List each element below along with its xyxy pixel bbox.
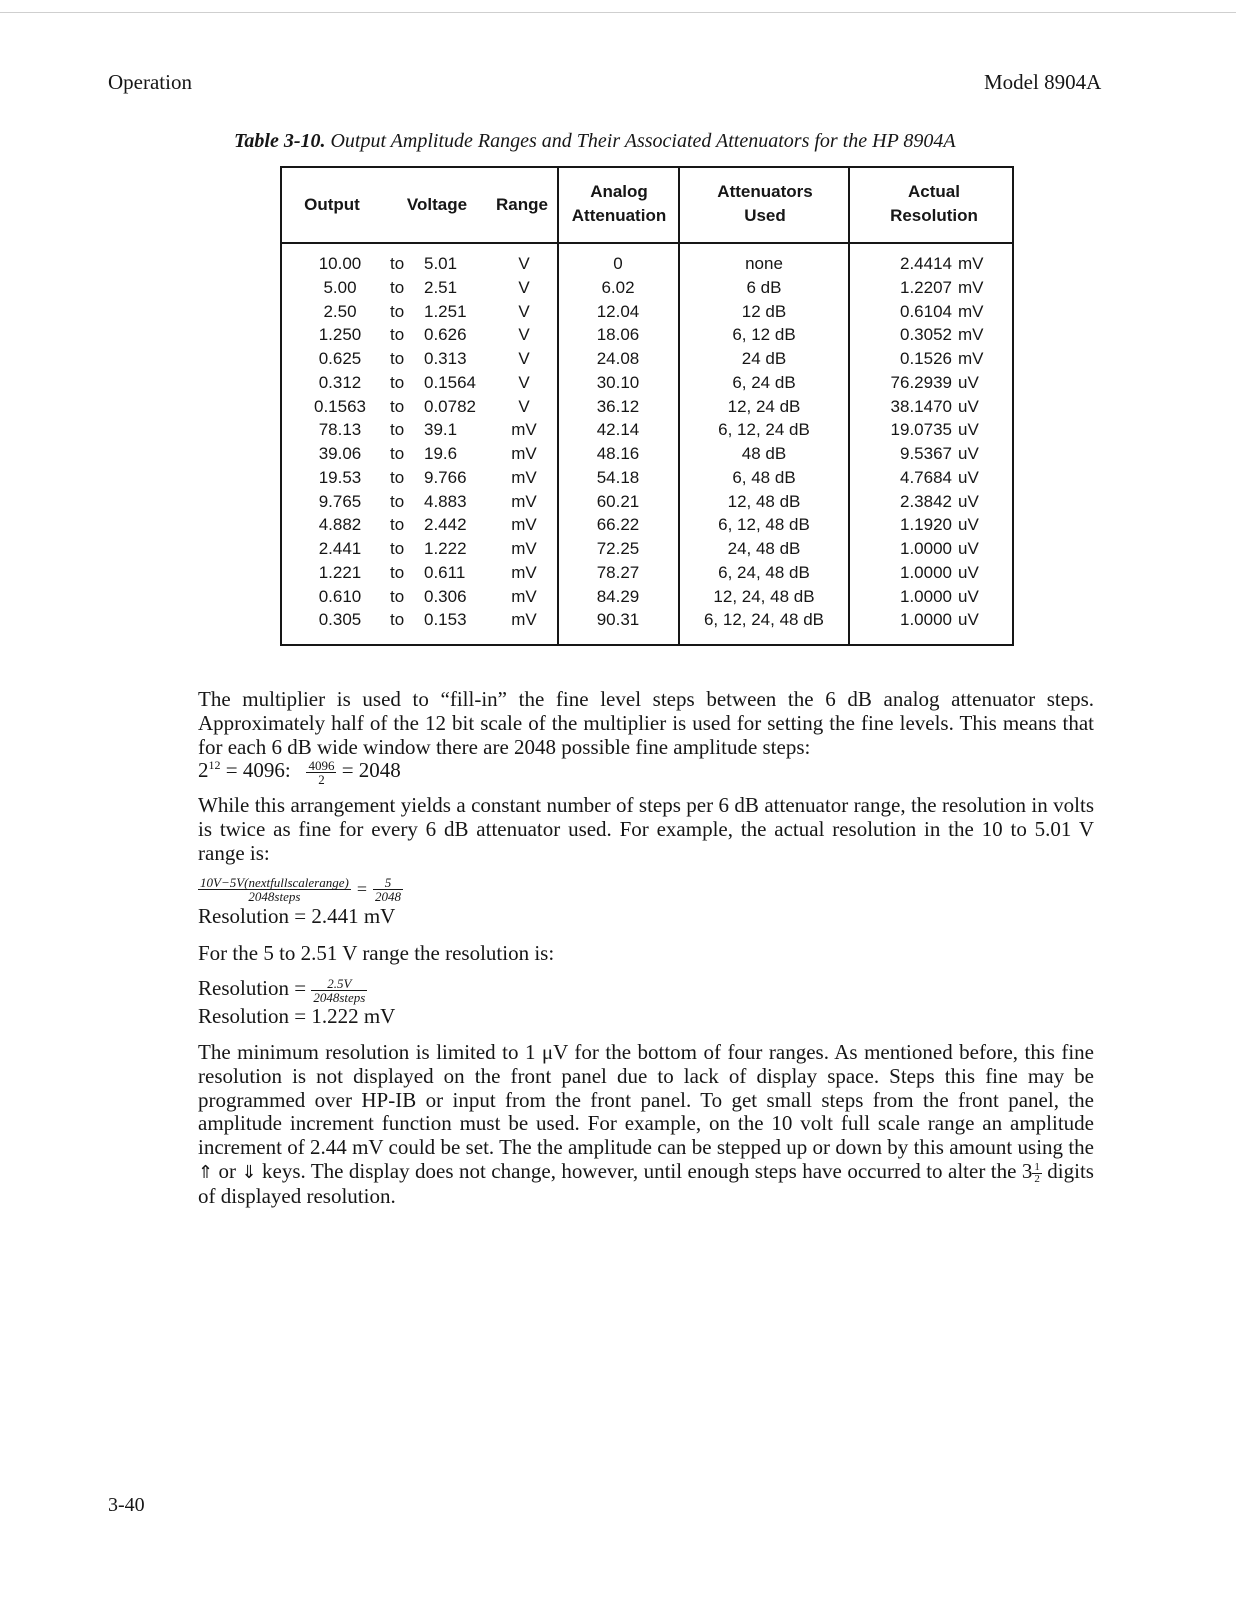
cell-range-unit: V [518,301,530,321]
header-analog-attenuation [560,180,678,228]
eq3-label: Resolution = [198,976,307,1000]
cell-to: to [390,301,405,321]
cell-attenuators-used: none [745,254,783,273]
cell-analog-attenuation: 84.29 [596,586,640,606]
cell-output-high: 0.610 [318,586,362,606]
table-row [282,418,1012,442]
cell-resolution: 1.0000 [900,539,952,558]
cell-attenuators-used: 12 dB [741,301,787,321]
cell-to: to [390,396,405,416]
table-row [282,561,1012,585]
header-actual-resolution [852,180,1016,228]
cell-range-unit: V [518,277,530,297]
table-header [282,168,1012,244]
cell-resolution-unit: mV [958,349,984,368]
cell-output-high: 0.312 [318,372,362,392]
cell-range-unit: mV [511,586,537,606]
eq1-numerator: 4096 [308,757,335,773]
cell-analog-attenuation: 90.31 [596,610,640,630]
p4-or: or [213,1158,242,1183]
p4-text-c: digits of displayed resolution. [198,1158,1094,1208]
cell-resolution-unit: uV [958,444,979,463]
cell-output-high: 19.53 [318,467,362,487]
resolution-result-1: Resolution = 2.441 mV [198,904,396,928]
cell-output-high: 10.00 [318,254,362,273]
digits-whole: 3 [1021,1158,1033,1183]
cell-output-low: 9.766 [424,467,467,487]
cell-output-high: 0.305 [318,610,362,630]
cell-resolution-unit: uV [958,610,979,630]
table-caption [234,130,956,153]
header-used-line2: Used [744,206,786,225]
cell-range-unit: mV [511,491,537,511]
cell-resolution-unit: mV [958,277,984,297]
table-row [282,608,1012,632]
amplitude-ranges-table [280,166,1014,646]
eq1-fraction [306,759,336,786]
table-row [282,442,1012,466]
eq2-denominator-b: 2048 [375,889,401,904]
table-row [282,371,1012,395]
cell-attenuators-used: 48 dB [741,444,787,463]
cell-to: to [390,539,405,558]
section-title: Operation [108,70,192,94]
paragraph-minimum-resolution [198,1041,1094,1209]
cell-output-high: 39.06 [318,444,362,463]
eq2-fraction-a [198,876,351,903]
cell-to: to [390,562,405,582]
top-rule [0,12,1236,13]
cell-analog-attenuation: 66.22 [596,515,640,535]
cell-analog-attenuation: 78.27 [596,562,640,582]
cell-output-high: 78.13 [318,420,362,440]
paragraph-arrangement: While this arrangement yields a constant number of steps per 6 dB attenuator range, the resolution in volts is twice as fine for every 6 dB attenuator used. For example, the actual resolution in the 10 to 5.01 V range is: [198,793,1094,865]
cell-output-high: 2.50 [323,301,357,321]
table-row [282,323,1012,347]
cell-attenuators-used: 6, 12, 24, 48 dB [703,610,825,630]
table-row [282,252,1012,276]
table-title: Output Amplitude Ranges and Their Associated Attenuators for the HP 8904A [330,130,956,152]
table-row [282,300,1012,324]
table-row [282,466,1012,490]
table-row [282,347,1012,371]
cell-attenuators-used: 6, 12, 24 dB [718,420,810,440]
eq3-fraction [311,977,367,1004]
paragraph-multiplier: The multiplier is used to “fill-in” the fine level steps between the 6 dB analog attenuator steps. Approximately half of the 12 bit scale of the multiplier is used for setting the fine levels. This means that for each 6 dB wide window there are 2048 possible fine amplitude steps: [198,687,1094,759]
cell-range-unit: V [518,325,530,345]
table-row [282,585,1012,609]
cell-resolution: 9.5367 [900,444,952,463]
model-label: Model 8904A [984,70,1102,94]
up-arrow-key-icon: ⇑ [198,1161,214,1183]
cell-output-low: 2.442 [424,515,467,535]
cell-analog-attenuation: 48.16 [596,444,640,463]
eq3-numerator: 2.5V [311,977,367,991]
cell-range-unit: mV [511,420,537,440]
table-row [282,395,1012,419]
eq1-result: = 2048 [341,758,401,782]
cell-resolution-unit: uV [958,372,979,392]
cell-attenuators-used: 6, 12 dB [732,325,796,345]
table-row [282,537,1012,561]
cell-to: to [390,420,405,440]
cell-resolution: 1.0000 [900,562,952,582]
cell-output-high: 9.765 [318,491,362,511]
cell-resolution-unit: uV [958,539,979,558]
cell-analog-attenuation: 6.02 [601,277,635,297]
p4-text-b: keys. The display does not change, however, until enough steps have occurred to alter the [256,1158,1022,1183]
cell-to: to [390,467,405,487]
cell-output-low: 19.6 [424,444,458,463]
cell-to: to [390,515,405,535]
cell-output-low: 1.251 [424,301,467,321]
cell-output-high: 4.882 [318,515,362,535]
cell-attenuators-used: 6, 12, 48 dB [718,515,810,535]
header-analog-line1: Analog [590,182,648,201]
cell-output-high: 0.625 [318,349,362,368]
header-analog-line2: Attenuation [571,206,667,225]
cell-analog-attenuation: 72.25 [596,539,640,558]
eq2-numerator-b: 5 [373,876,403,890]
digits-fraction [1032,1162,1042,1185]
cell-output-low: 0.306 [424,586,467,606]
equation-resolution-5v [198,976,367,1004]
eq2-equals: = [356,879,367,899]
cell-resolution-unit: uV [958,420,979,440]
cell-resolution: 19.0735 [890,420,952,440]
cell-attenuators-used: 6, 48 dB [732,467,796,487]
cell-attenuators-used: 12, 48 dB [727,491,801,511]
cell-attenuators-used: 6, 24, 48 dB [718,562,810,582]
cell-attenuators-used: 12, 24, 48 dB [713,586,815,606]
cell-to: to [390,444,405,463]
cell-output-low: 0.313 [424,349,467,368]
header-used-line1: Attenuators [717,182,813,201]
cell-resolution: 0.6104 [900,301,952,321]
page-number: 3-40 [108,1494,145,1516]
cell-analog-attenuation: 54.18 [596,467,640,487]
p4-text-a: The minimum resolution is limited to 1 μV for the bottom of four ranges. As mentioned before, this fine resolution is not displayed on the front panel due to lack of display space. Steps this fine may be programmed over HP-IB or input from the front panel. To get small steps from the front panel, the amplitude increment function must be used. For example, on the 10 volt full scale range an amplitude increment of 2.44 mV could be set. The the amplitude can be stepped up or down by this amount using the [198,1040,1094,1160]
cell-output-low: 0.611 [424,562,466,582]
cell-analog-attenuation: 18.06 [596,325,640,345]
eq1-denominator: 2 [318,771,325,787]
equation-resolution-10v [198,876,403,903]
cell-range-unit: V [518,254,530,273]
cell-resolution: 1.1920 [900,515,952,535]
cell-output-high: 5.00 [323,277,357,297]
paragraph-5v-range: For the 5 to 2.51 V range the resolution is: [198,941,555,965]
cell-to: to [390,277,405,297]
cell-attenuators-used: 6 dB [746,277,782,297]
cell-resolution: 1.0000 [900,610,952,630]
digits-denominator: 2 [1034,1172,1040,1185]
eq2-numerator-a: 10V−5V(nextfullscalerange) [200,875,349,890]
eq3-denominator: 2048steps [313,989,366,1005]
cell-resolution-unit: uV [958,467,979,487]
cell-resolution: 0.1526 [900,349,952,368]
eq1-rest: = 4096: [220,758,291,782]
cell-output-high: 2.441 [318,539,362,558]
cell-output-high: 1.250 [318,325,362,345]
cell-to: to [390,586,405,606]
cell-resolution-unit: uV [958,586,979,606]
cell-to: to [390,491,405,511]
cell-resolution: 1.0000 [900,586,952,606]
cell-output-high: 0.1563 [314,396,366,416]
cell-analog-attenuation: 30.10 [596,372,640,392]
cell-resolution: 0.3052 [900,325,952,345]
cell-resolution: 76.2939 [890,372,952,392]
down-arrow-key-icon: ⇓ [241,1161,257,1183]
cell-output-low: 2.51 [424,277,458,297]
cell-output-low: 0.0782 [424,396,476,416]
cell-range-unit: V [518,396,530,416]
cell-resolution-unit: uV [958,491,979,511]
cell-output-low: 39.1 [424,420,458,440]
table-row [282,276,1012,300]
cell-resolution-unit: mV [958,325,984,345]
cell-resolution: 4.7684 [900,467,952,487]
cell-analog-attenuation: 12.04 [596,301,640,321]
cell-output-low: 5.01 [424,254,458,273]
table-number: Table 3-10. [234,130,326,152]
cell-output-low: 1.222 [424,539,467,558]
table-row [282,490,1012,514]
cell-resolution: 1.2207 [900,277,952,297]
digits-numerator: 1 [1034,1160,1040,1173]
cell-range-unit: V [518,372,530,392]
header-res-line2: Resolution [890,206,978,225]
cell-range-unit: mV [511,467,537,487]
cell-resolution-unit: uV [958,515,979,535]
cell-attenuators-used: 24 dB [741,349,787,368]
cell-range-unit: mV [511,539,537,558]
cell-resolution: 38.1470 [890,396,952,416]
cell-attenuators-used: 24, 48 dB [727,539,801,558]
header-range: Range [496,195,548,214]
header-output: Output [304,195,360,214]
cell-analog-attenuation: 36.12 [596,396,640,416]
header-res-line1: Actual [908,182,960,201]
cell-output-low: 4.883 [424,491,467,511]
cell-analog-attenuation: 42.14 [596,420,640,440]
cell-analog-attenuation: 60.21 [596,491,640,511]
cell-resolution-unit: uV [958,562,979,582]
cell-to: to [390,325,405,345]
cell-range-unit: mV [511,562,537,582]
cell-output-low: 0.153 [424,610,467,630]
eq1-base: 2 [198,758,209,782]
cell-output-low: 0.626 [424,325,467,345]
resolution-result-2: Resolution = 1.222 mV [198,1004,396,1028]
cell-resolution: 2.4414 [900,254,952,273]
cell-range-unit: mV [511,610,537,630]
cell-to: to [390,254,405,273]
cell-resolution-unit: mV [958,301,984,321]
header-voltage: Voltage [406,195,468,214]
cell-to: to [390,610,405,630]
cell-analog-attenuation: 0 [613,254,623,273]
cell-output-high: 1.221 [318,562,362,582]
cell-to: to [390,372,405,392]
header-attenuators-used [682,180,848,228]
cell-analog-attenuation: 24.08 [596,349,640,368]
cell-resolution-unit: uV [958,396,979,416]
cell-range-unit: mV [511,444,537,463]
equation-4096 [198,758,401,786]
eq2-denominator-a: 2048steps [248,889,301,904]
cell-resolution: 2.3842 [900,491,952,511]
eq2-fraction-b [373,876,403,903]
cell-range-unit: mV [511,515,537,535]
eq1-exponent: 12 [208,758,221,772]
cell-to: to [390,349,405,368]
cell-attenuators-used: 12, 24 dB [727,396,801,416]
cell-resolution-unit: mV [958,254,984,273]
cell-attenuators-used: 6, 24 dB [732,372,796,392]
cell-output-low: 0.1564 [424,372,476,392]
cell-range-unit: V [518,349,530,368]
table-row [282,513,1012,537]
